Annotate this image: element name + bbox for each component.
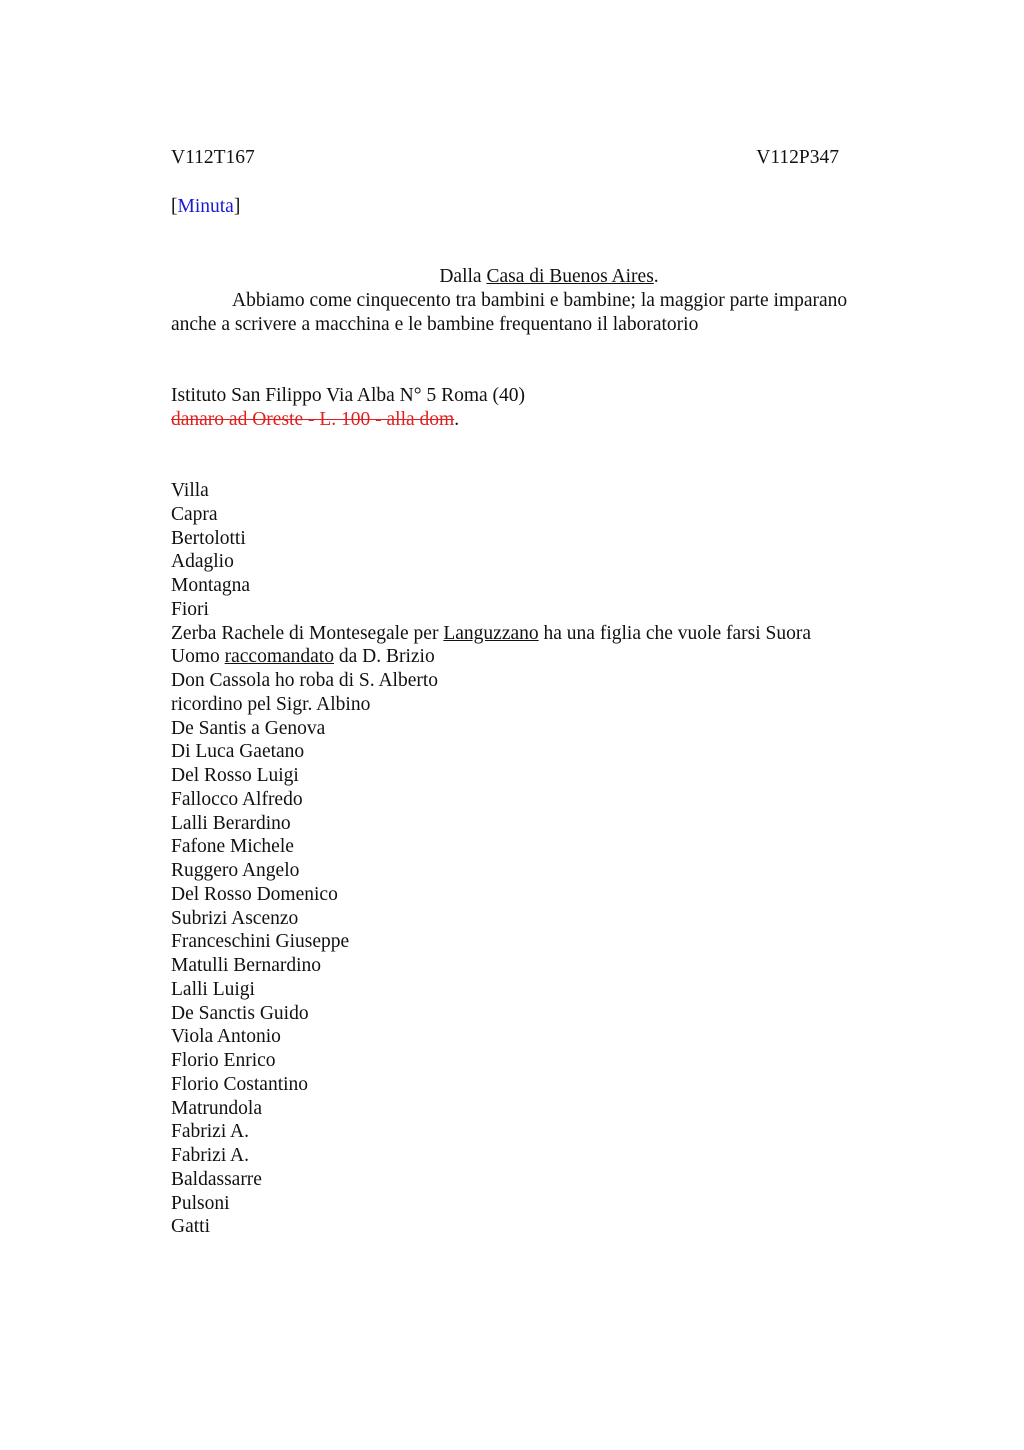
body-paragraph: Abbiamo come cinquecento tra bambini e bambine; la maggior parte imparano anche a scrivere a macchina e le bambine frequentano il laboratorio <box>171 290 848 335</box>
istituto-line: Istituto San Filippo Via Alba N° 5 Roma (40) <box>171 385 526 406</box>
list-item: Lalli Luigi <box>171 978 255 1000</box>
struck-suffix: . <box>454 409 460 430</box>
title-prefix: Dalla <box>439 266 487 287</box>
document-codes <box>171 146 839 170</box>
list-item: Fabrizi A. <box>171 1145 249 1166</box>
list-item: Ruggero Angelo <box>171 860 300 881</box>
list-item: Bertolotti <box>171 527 246 549</box>
bracket-open: [ <box>171 196 178 217</box>
list-item: Matrundola <box>171 1097 262 1119</box>
list-item: Fallocco Alfredo <box>171 788 303 810</box>
list-item-uomo <box>171 645 811 669</box>
list-item: Florio Costantino <box>171 1073 309 1095</box>
code-right: V112P347 <box>756 147 839 168</box>
list-item: Don Cassola ho roba di S. Alberto <box>171 670 439 691</box>
list-item-zerba <box>171 622 811 646</box>
list-item: De Santis a Genova <box>171 717 326 739</box>
minuta-link[interactable]: Minuta <box>177 196 234 217</box>
struck-line <box>171 408 459 432</box>
list-item: Del Rosso Luigi <box>171 765 299 786</box>
struck-text: danaro ad Oreste - L. 100 - alla dom <box>171 409 455 430</box>
uomo-underlined: raccomandato <box>224 646 334 668</box>
list-item: Di Luca Gaetano <box>171 741 305 763</box>
minuta-label <box>171 195 240 219</box>
list-item: Adaglio <box>171 551 234 573</box>
section-title <box>171 265 927 289</box>
uomo-suffix: da D. Brizio <box>333 646 435 668</box>
list-item: De Sanctis Guido <box>171 1002 309 1024</box>
list-item: Franceschini Giuseppe <box>171 931 350 953</box>
list-item: Villa <box>171 480 209 501</box>
zerba-prefix: Zerba Rachele di Montesegale per <box>171 622 444 644</box>
title-underlined: Casa di Buenos Aires <box>486 266 654 287</box>
title-suffix: . <box>653 266 659 287</box>
code-left: V112T167 <box>171 147 255 168</box>
bracket-close: ] <box>233 196 241 217</box>
list-item: Gatti <box>171 1216 210 1238</box>
list-item: Viola Antonio <box>171 1026 281 1048</box>
zerba-underlined: Languzzano <box>443 622 539 644</box>
list-item: ricordino pel Sigr. Albino <box>171 693 371 715</box>
list-item: Fabrizi A. <box>171 1121 249 1143</box>
list-item: Pulsoni <box>171 1192 230 1214</box>
list-item: Montagna <box>171 575 251 596</box>
zerba-suffix: ha una figlia che vuole farsi Suora <box>538 622 812 644</box>
list-item: Lalli Berardino <box>171 812 291 834</box>
list-item: Del Rosso Domenico <box>171 883 338 905</box>
list-item: Subrizi Ascenzo <box>171 907 299 929</box>
uomo-prefix: Uomo <box>171 646 225 668</box>
names-list <box>171 479 811 1239</box>
list-item: Florio Enrico <box>171 1050 276 1071</box>
list-item: Capra <box>171 503 218 525</box>
list-item: Fiori <box>171 598 209 620</box>
list-item: Matulli Bernardino <box>171 955 322 976</box>
list-item: Fafone Michele <box>171 836 294 858</box>
list-item: Baldassarre <box>171 1168 262 1190</box>
